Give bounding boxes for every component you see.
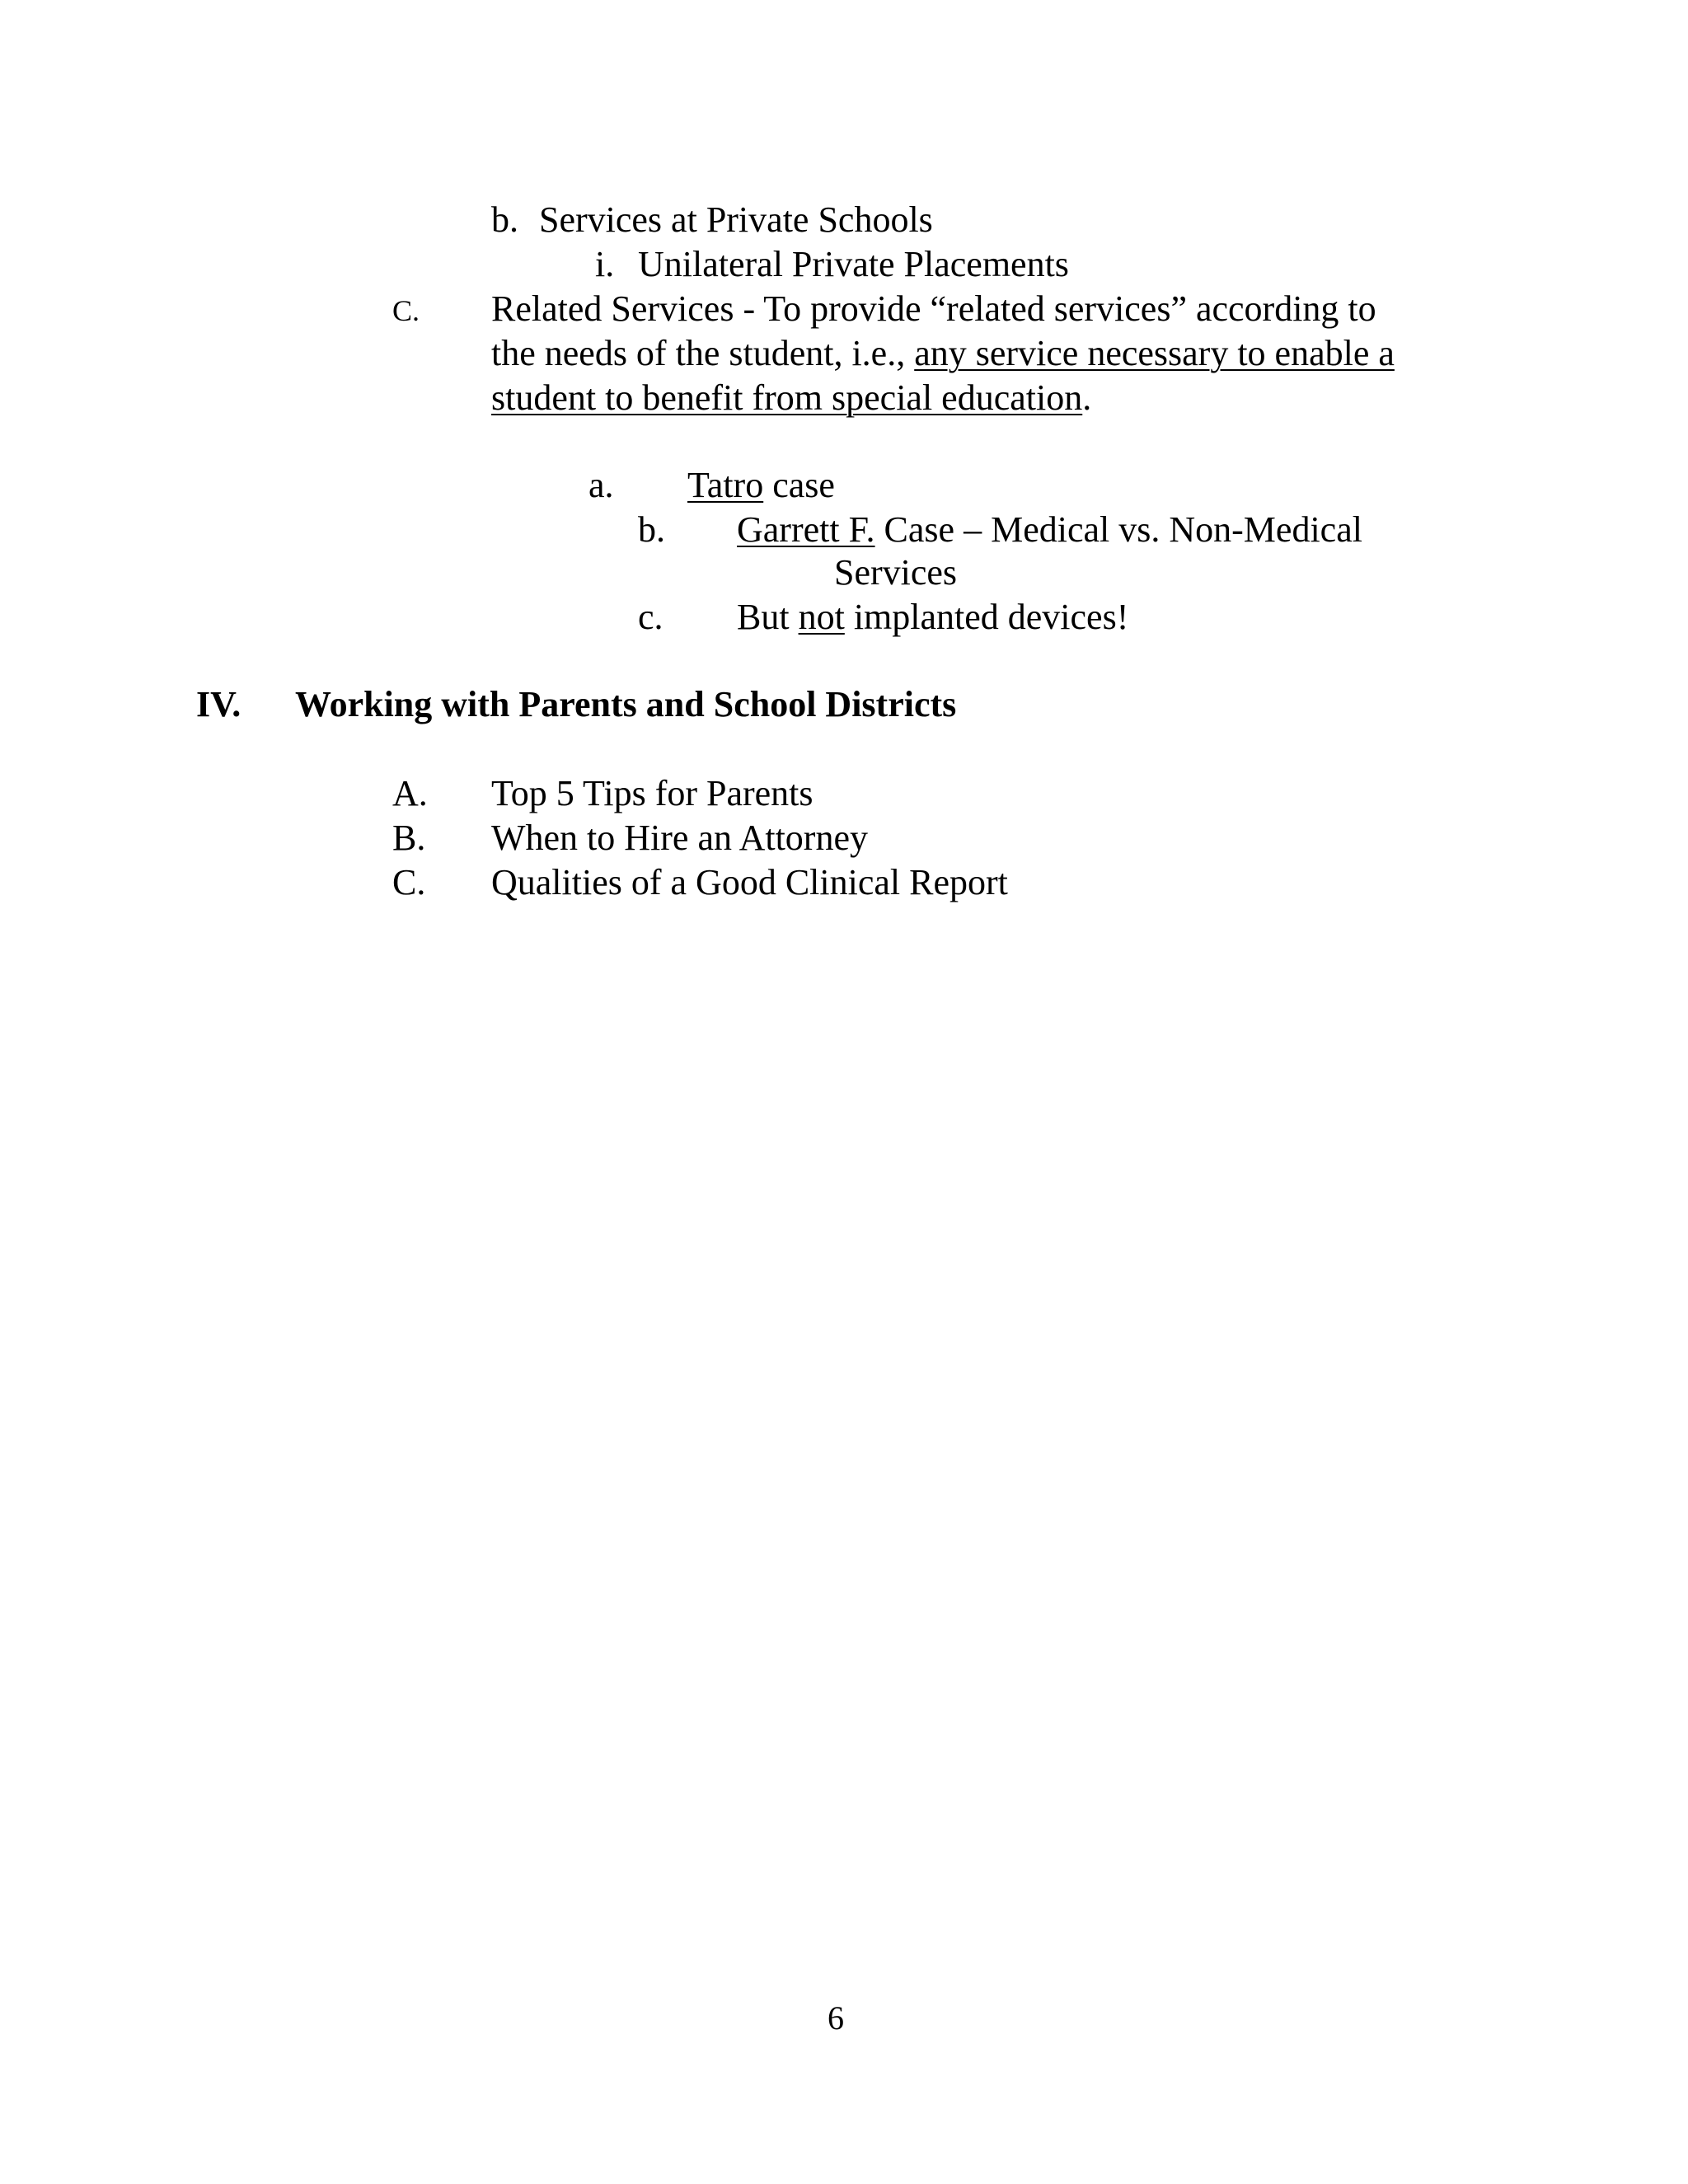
item-c-line2-underlined: any service necessary to enable a [914,333,1395,373]
sub-a-underlined: Tatro [687,465,764,505]
item-b-text: Services at Private Schools [539,199,933,240]
item-c-line2-plain: the needs of the student, i.e., [491,333,915,373]
sub-b-underlined: Garrett F. [737,509,875,550]
item-b-i-marker: i. [595,244,615,284]
item-b-i-text: Unilateral Private Placements [638,244,1069,284]
item-c-line3 [491,376,1091,420]
sub-a-text [687,463,835,508]
item-c-line2 [491,331,1395,376]
sub-a-marker: a. [588,465,614,505]
sub-c-marker: c. [638,597,663,637]
sub-b-text [737,508,1362,552]
sub-c-before: But [737,597,799,637]
section-iv-item-b-marker: B. [392,818,426,858]
sub-c-after: implanted devices! [844,597,1129,637]
sub-c-underlined: not [798,597,845,637]
section-iv-item-b-text: When to Hire an Attorney [491,818,868,858]
item-c-line1: Related Services - To provide “related services” according to [491,288,1376,329]
section-iv-numeral: IV. [196,684,241,724]
page-number: 6 [828,1999,844,2036]
item-b-marker: b. [491,199,518,240]
sub-b-continuation: Services [834,552,958,593]
section-iv-item-a-marker: A. [392,773,428,813]
section-iv-item-c-marker: C. [392,862,426,902]
sub-b-rest: Case – Medical vs. Non-Medical [874,509,1362,550]
sub-c-text [737,595,1128,640]
item-c-line3-underlined: student to benefit from special education [491,377,1083,418]
sub-b-marker: b. [638,509,665,550]
item-c-marker: C. [392,294,420,327]
section-iv-item-a-text: Top 5 Tips for Parents [491,773,814,813]
item-c-line3-end: . [1082,377,1092,418]
section-iv-heading: Working with Parents and School Districts [295,684,957,724]
sub-a-rest: case [763,465,835,505]
section-iv-item-c-text: Qualities of a Good Clinical Report [491,862,1008,902]
